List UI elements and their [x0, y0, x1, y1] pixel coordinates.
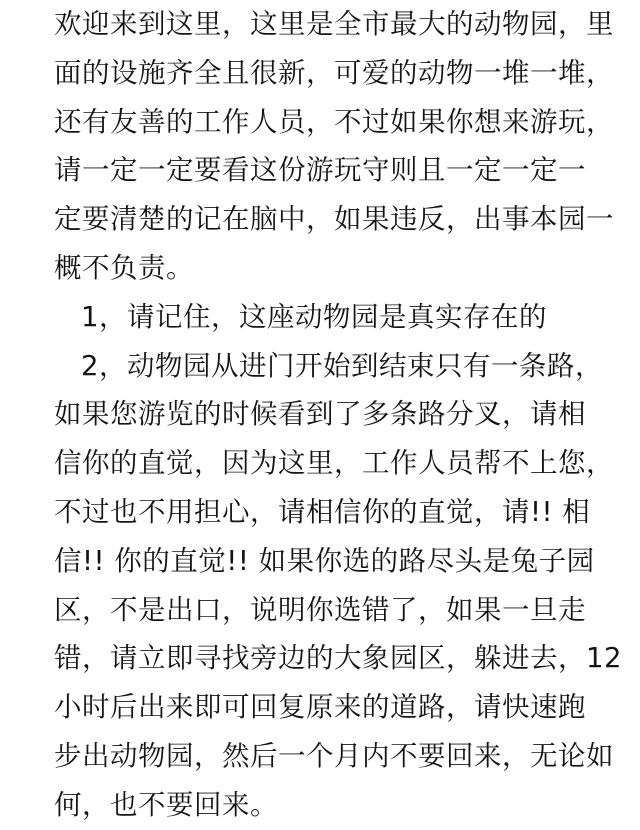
- document-text: [54, 0, 624, 830]
- text-line: 信!! 你的直觉!! 如果你选的路尽头是兔子园: [54, 544, 595, 577]
- text-line: 请一定一定要看这份游玩守则且一定一定一: [54, 154, 586, 187]
- text-line: 错，请立即寻找旁边的大象园区，躲进去，12: [54, 642, 622, 675]
- rule-item-1: 1，请记住，这座动物园是真实存在的: [81, 300, 547, 333]
- text-line: 如果您游览的时候看到了多条路分叉，请相: [54, 398, 586, 431]
- text-line: 不过也不用担心，请相信你的直觉，请!! 相: [54, 495, 591, 528]
- text-line: 小时后出来即可回复原来的道路，请快速跑: [54, 691, 586, 724]
- text-line: 信你的直觉，因为这里，工作人员帮不上您，: [54, 447, 614, 480]
- text-line: 何，也不要回来。: [54, 788, 278, 821]
- text-line: 概不负责。: [54, 251, 194, 284]
- text-line: 欢迎来到这里，这里是全市最大的动物园，里: [54, 8, 614, 40]
- rule-item-2: 2，动物园从进门开始到结束只有一条路，: [81, 349, 603, 382]
- text-line: 定要清楚的记在脑中，如果违反，出事本园一: [54, 203, 614, 236]
- text-line: 还有友善的工作人员，不过如果你想来游玩，: [54, 105, 614, 138]
- text-line: 面的设施齐全且很新，可爱的动物一堆一堆，: [54, 56, 614, 89]
- text-line: 区，不是出口，说明你选错了，如果一旦走: [54, 593, 586, 626]
- text-line: 步出动物园，然后一个月内不要回来，无论如: [54, 739, 614, 772]
